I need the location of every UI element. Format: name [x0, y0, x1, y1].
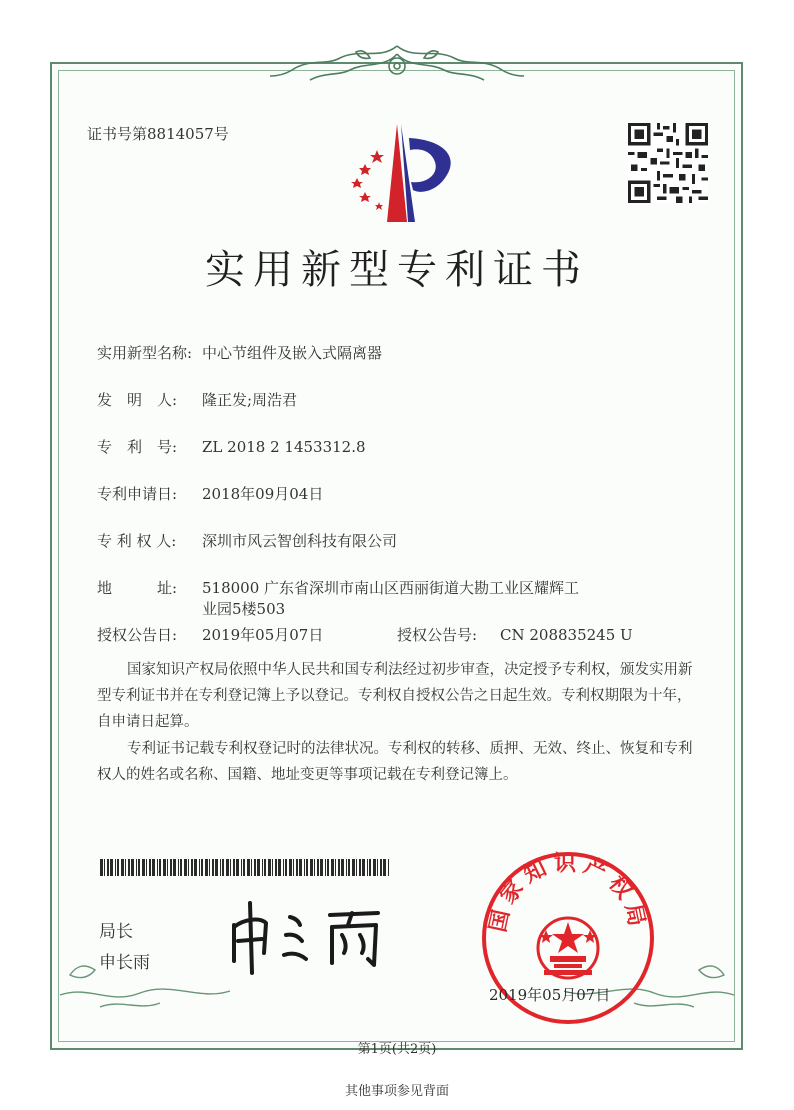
barcode-bar: [310, 859, 313, 876]
barcode-bar: [241, 859, 242, 876]
barcode-bar: [110, 859, 113, 876]
barcode-bar: [356, 859, 357, 876]
barcode-bar: [230, 859, 231, 876]
barcode-bar: [104, 859, 105, 876]
barcode-bar: [275, 859, 277, 876]
barcode-bar: [373, 859, 376, 876]
field-value-patent-number: ZL 2018 2 1453312.8: [202, 438, 366, 456]
barcode-bar: [152, 859, 155, 876]
barcode-bar: [377, 859, 378, 876]
barcode-bar: [388, 859, 389, 876]
barcode-bar: [369, 859, 371, 876]
barcode-bar: [254, 859, 256, 876]
barcode-bar: [201, 859, 203, 876]
barcode-bar: [264, 859, 266, 876]
sipo-logo-icon: [335, 118, 465, 222]
statement-paragraph-1: 国家知识产权局依照中华人民共和国专利法经过初步审查，决定授予专利权，颁发实用新型专利证书并在专利登记簿上予以登记。专利权自授权公告之日起生效。专利权期限为十年，自申请日起算。: [97, 662, 693, 730]
barcode-bar: [100, 859, 103, 876]
barcode-icon: [100, 859, 393, 876]
barcode-bar: [142, 859, 145, 876]
barcode-bar: [215, 859, 218, 876]
barcode-bar: [299, 859, 302, 876]
barcode-bar: [327, 859, 329, 876]
barcode-bar: [283, 859, 284, 876]
back-note: 其他事项参见背面: [344, 1084, 449, 1099]
barcode-bar: [296, 859, 298, 876]
barcode-bar: [346, 859, 347, 876]
director-name: 申长雨: [99, 953, 150, 973]
signature-icon: [220, 895, 400, 975]
field-value-inventor: 隆正发;周浩君: [202, 391, 298, 409]
barcode-bar: [320, 859, 323, 876]
field-value-grant-date: 2019年05月07日: [202, 626, 324, 644]
barcode-bar: [212, 859, 214, 876]
barcode-bar: [149, 859, 151, 876]
field-label-name: 实用新型名称:: [97, 344, 193, 362]
barcode-bar: [205, 859, 208, 876]
barcode-bar: [107, 859, 109, 876]
barcode-bar: [117, 859, 119, 876]
barcode-bar: [180, 859, 182, 876]
barcode-bar: [359, 859, 361, 876]
barcode-bar: [341, 859, 344, 876]
barcode-bar: [236, 859, 239, 876]
barcode-bar: [314, 859, 315, 876]
barcode-bar: [285, 859, 287, 876]
certificate-number: 证书号第8814057号: [87, 125, 229, 143]
barcode-bar: [325, 859, 326, 876]
barcode-bar: [222, 859, 224, 876]
field-value-name: 中心节组件及嵌入式隔离器: [202, 344, 383, 362]
barcode-bar: [226, 859, 229, 876]
barcode-bar: [293, 859, 294, 876]
director-title: 局长: [99, 922, 133, 942]
barcode-bar: [257, 859, 260, 876]
field-value-patentee: 深圳市风云智创科技有限公司: [202, 532, 398, 550]
seal-text: 国家知识产权局: [484, 850, 652, 935]
barcode-bar: [121, 859, 124, 876]
barcode-bar: [362, 859, 365, 876]
field-value-grant-number: CN 208835245 U: [500, 626, 633, 644]
barcode-bar: [289, 859, 292, 876]
field-label-grant-number: 授权公告号:: [397, 626, 478, 644]
barcode-bar: [272, 859, 273, 876]
barcode-bar: [178, 859, 179, 876]
barcode-bar: [348, 859, 350, 876]
barcode-bar: [278, 859, 281, 876]
barcode-bar: [199, 859, 200, 876]
field-label-application-date: 专利申请日:: [97, 485, 178, 503]
barcode-bar: [188, 859, 189, 876]
barcode-bar: [317, 859, 319, 876]
barcode-bar: [306, 859, 308, 876]
qr-code-icon: [628, 123, 708, 203]
field-label-patent-number: 专 利 号:: [97, 438, 178, 456]
field-label-grant-date: 授权公告日:: [97, 626, 178, 644]
barcode-bar: [136, 859, 137, 876]
field-label-address: 地 址:: [97, 579, 178, 597]
barcode-bar: [268, 859, 271, 876]
svg-text:国家知识产权局: [485, 850, 651, 934]
top-ornament-icon: [270, 40, 524, 90]
barcode-bar: [115, 859, 116, 876]
barcode-bar: [251, 859, 252, 876]
barcode-bar: [220, 859, 221, 876]
field-value-address-line2: 业园5楼503: [202, 600, 286, 618]
barcode-bar: [128, 859, 130, 876]
field-label-patentee: 专 利 权 人:: [97, 532, 177, 550]
barcode-bar: [138, 859, 140, 876]
barcode-bar: [338, 859, 340, 876]
barcode-bar: [191, 859, 193, 876]
field-value-application-date: 2018年09月04日: [202, 485, 324, 503]
barcode-bar: [125, 859, 126, 876]
seal-date: 2019年05月07日: [489, 986, 611, 1004]
barcode-bar: [167, 859, 168, 876]
barcode-bar: [131, 859, 134, 876]
barcode-bar: [335, 859, 336, 876]
certificate-title: 实用新型专利证书: [205, 247, 589, 293]
barcode-bar: [262, 859, 263, 876]
barcode-bar: [157, 859, 158, 876]
barcode-bar: [146, 859, 147, 876]
page-info: 第1页(共2页): [357, 1042, 437, 1057]
barcode-bar: [383, 859, 386, 876]
barcode-bar: [170, 859, 172, 876]
barcode-bar: [233, 859, 235, 876]
barcode-bar: [304, 859, 305, 876]
field-value-address: 518000 广东省深圳市南山区西丽街道大勘工业区耀辉工: [202, 579, 580, 597]
barcode-bar: [380, 859, 382, 876]
barcode-bar: [331, 859, 334, 876]
barcode-bar: [367, 859, 368, 876]
barcode-bar: [352, 859, 355, 876]
barcode-bar: [184, 859, 187, 876]
barcode-bar: [209, 859, 210, 876]
barcode-bar: [163, 859, 166, 876]
barcode-bar: [159, 859, 161, 876]
barcode-bar: [243, 859, 245, 876]
barcode-bar: [173, 859, 176, 876]
barcode-bar: [247, 859, 250, 876]
field-label-inventor: 发 明 人:: [97, 391, 178, 409]
statement-paragraph-2: 专利证书记载专利权登记时的法律状况。专利权的转移、质押、无效、终止、恢复和专利权人的姓名或名称、国籍、地址变更等事项记载在专利登记簿上。: [97, 741, 693, 783]
barcode-bar: [194, 859, 197, 876]
